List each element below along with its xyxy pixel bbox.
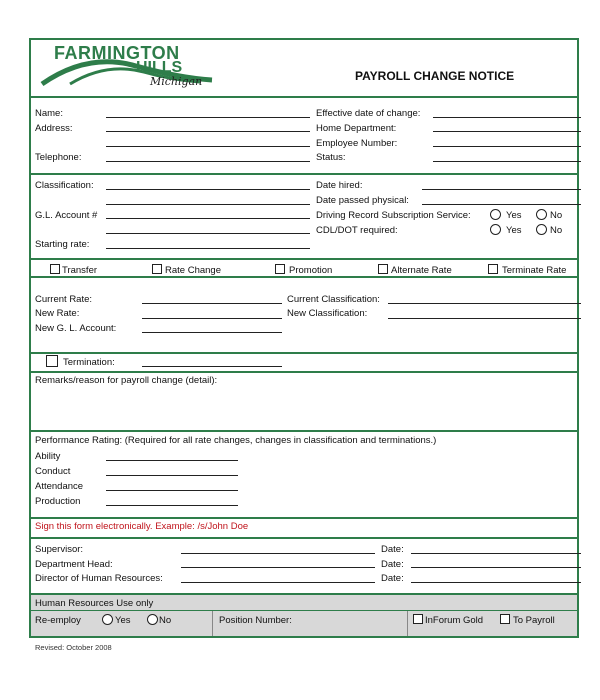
address-field-line1[interactable]: [106, 131, 310, 132]
rate-change-label: Rate Change: [165, 265, 221, 276]
director-hr-date-label: Date:: [381, 573, 404, 584]
to-payroll-checkbox[interactable]: [500, 614, 510, 624]
termination-checkbox[interactable]: [46, 355, 58, 367]
driving-record-label: Driving Record Subscription Service:: [316, 210, 471, 221]
divider: [29, 352, 579, 354]
divider: [29, 430, 579, 432]
terminate-rate-checkbox[interactable]: [488, 264, 498, 274]
starting-rate-field[interactable]: [106, 248, 310, 249]
position-number-field[interactable]: [300, 612, 404, 628]
position-number-label: Position Number:: [219, 615, 292, 626]
reemploy-yes-radio[interactable]: [102, 614, 113, 625]
new-rate-field[interactable]: [142, 318, 282, 319]
cdl-dot-yes-radio[interactable]: [490, 224, 501, 235]
driving-record-no-label: No: [550, 210, 563, 221]
divider: [29, 276, 579, 278]
hr-col-divider: [407, 611, 408, 636]
new-gl-account-field[interactable]: [142, 332, 282, 333]
terminate-rate-label: Terminate Rate: [502, 265, 567, 276]
address-field-line2[interactable]: [106, 146, 310, 147]
telephone-field[interactable]: [106, 161, 310, 162]
new-classification-label: New Classification:: [287, 308, 368, 319]
page-title: PAYROLL CHANGE NOTICE: [355, 69, 515, 83]
status-field[interactable]: [433, 161, 581, 162]
driving-record-yes-label: Yes: [506, 210, 522, 221]
address-label: Address:: [35, 123, 73, 134]
new-classification-field[interactable]: [388, 318, 581, 319]
cdl-dot-label: CDL/DOT required:: [316, 225, 398, 236]
conduct-field[interactable]: [106, 475, 238, 476]
divider: [29, 173, 579, 175]
logo-text-michigan: Michigan: [150, 75, 203, 88]
performance-heading: Performance Rating: (Required for all rate changes, changes in classification and terminations.): [35, 435, 437, 446]
cdl-dot-yes-label: Yes: [506, 225, 522, 236]
divider: [29, 517, 579, 519]
director-hr-label: Director of Human Resources:: [35, 573, 163, 584]
reemploy-no-label: No: [159, 615, 172, 626]
conduct-label: Conduct: [35, 466, 71, 477]
new-rate-label: New Rate:: [35, 308, 80, 319]
current-rate-field[interactable]: [142, 303, 282, 304]
form-frame: [29, 38, 579, 638]
home-department-label: Home Department:: [316, 123, 397, 134]
rate-change-checkbox[interactable]: [152, 264, 162, 274]
transfer-checkbox[interactable]: [50, 264, 60, 274]
divider: [29, 258, 579, 260]
hr-use-heading: Human Resources Use only: [35, 598, 154, 609]
promotion-label: Promotion: [289, 265, 333, 276]
starting-rate-label: Starting rate:: [35, 239, 90, 250]
telephone-label: Telephone:: [35, 152, 82, 163]
current-classification-field[interactable]: [388, 303, 581, 304]
current-rate-label: Current Rate:: [35, 294, 93, 305]
driving-record-yes-radio[interactable]: [490, 209, 501, 220]
divider: [29, 96, 579, 98]
promotion-checkbox[interactable]: [275, 264, 285, 274]
divider: [29, 537, 579, 539]
effective-date-field[interactable]: [433, 117, 581, 118]
termination-field[interactable]: [142, 366, 282, 367]
department-head-date-field[interactable]: [411, 567, 581, 568]
divider: [29, 371, 579, 373]
supervisor-field[interactable]: [181, 553, 375, 554]
classification-label: Classification:: [35, 180, 94, 191]
department-head-date-label: Date:: [381, 559, 404, 570]
hr-divider: [31, 610, 577, 611]
production-label: Production: [35, 496, 81, 507]
logo-text-farmington: FARMINGTON: [54, 43, 180, 63]
classification-field-line2[interactable]: [106, 204, 310, 205]
gl-account-field[interactable]: [106, 218, 310, 219]
director-hr-field[interactable]: [181, 582, 375, 583]
new-gl-account-label: New G. L. Account:: [35, 323, 117, 334]
employee-number-label: Employee Number:: [316, 138, 398, 149]
reemploy-label: Re-employ: [35, 615, 81, 626]
ability-field[interactable]: [106, 460, 238, 461]
driving-record-no-radio[interactable]: [536, 209, 547, 220]
current-classification-label: Current Classification:: [287, 294, 380, 305]
production-field[interactable]: [106, 505, 238, 506]
department-head-field[interactable]: [181, 567, 375, 568]
reemploy-no-radio[interactable]: [147, 614, 158, 625]
attendance-field[interactable]: [106, 490, 238, 491]
director-hr-date-field[interactable]: [411, 582, 581, 583]
supervisor-date-field[interactable]: [411, 553, 581, 554]
gl-account-field-line2[interactable]: [106, 233, 310, 234]
gl-account-label: G.L. Account #: [35, 210, 98, 221]
ability-label: Ability: [35, 451, 61, 462]
transfer-label: Transfer: [62, 265, 98, 276]
attendance-label: Attendance: [35, 481, 84, 492]
date-hired-field[interactable]: [422, 189, 581, 190]
revised-date: Revised: October 2008: [35, 643, 112, 652]
name-label: Name:: [35, 108, 63, 119]
department-head-label: Department Head:: [35, 559, 113, 570]
alternate-rate-checkbox[interactable]: [378, 264, 388, 274]
name-field[interactable]: [106, 117, 310, 118]
classification-field[interactable]: [106, 189, 310, 190]
status-label: Status:: [316, 152, 346, 163]
inforum-gold-checkbox[interactable]: [413, 614, 423, 624]
remarks-label: Remarks/reason for payroll change (detail):: [35, 375, 218, 386]
hr-col-divider: [212, 611, 213, 636]
to-payroll-label: To Payroll: [513, 615, 555, 626]
home-department-field[interactable]: [433, 131, 581, 132]
date-passed-physical-field[interactable]: [422, 204, 581, 205]
alternate-rate-label: Alternate Rate: [391, 265, 452, 276]
supervisor-label: Supervisor:: [35, 544, 84, 555]
logo-text-hills: HILLS: [136, 59, 183, 76]
date-hired-label: Date hired:: [316, 180, 363, 191]
remarks-textarea[interactable]: [33, 388, 577, 428]
employee-number-field[interactable]: [433, 146, 581, 147]
reemploy-yes-label: Yes: [115, 615, 131, 626]
termination-label: Termination:: [63, 357, 115, 368]
sign-electronically-note: Sign this form electronically. Example: /s/John Doe: [35, 521, 249, 532]
inforum-gold-label: InForum Gold: [425, 615, 484, 626]
effective-date-label: Effective date of change:: [316, 108, 421, 119]
date-passed-physical-label: Date passed physical:: [316, 195, 409, 206]
cdl-dot-no-radio[interactable]: [536, 224, 547, 235]
cdl-dot-no-label: No: [550, 225, 563, 236]
supervisor-date-label: Date:: [381, 544, 404, 555]
